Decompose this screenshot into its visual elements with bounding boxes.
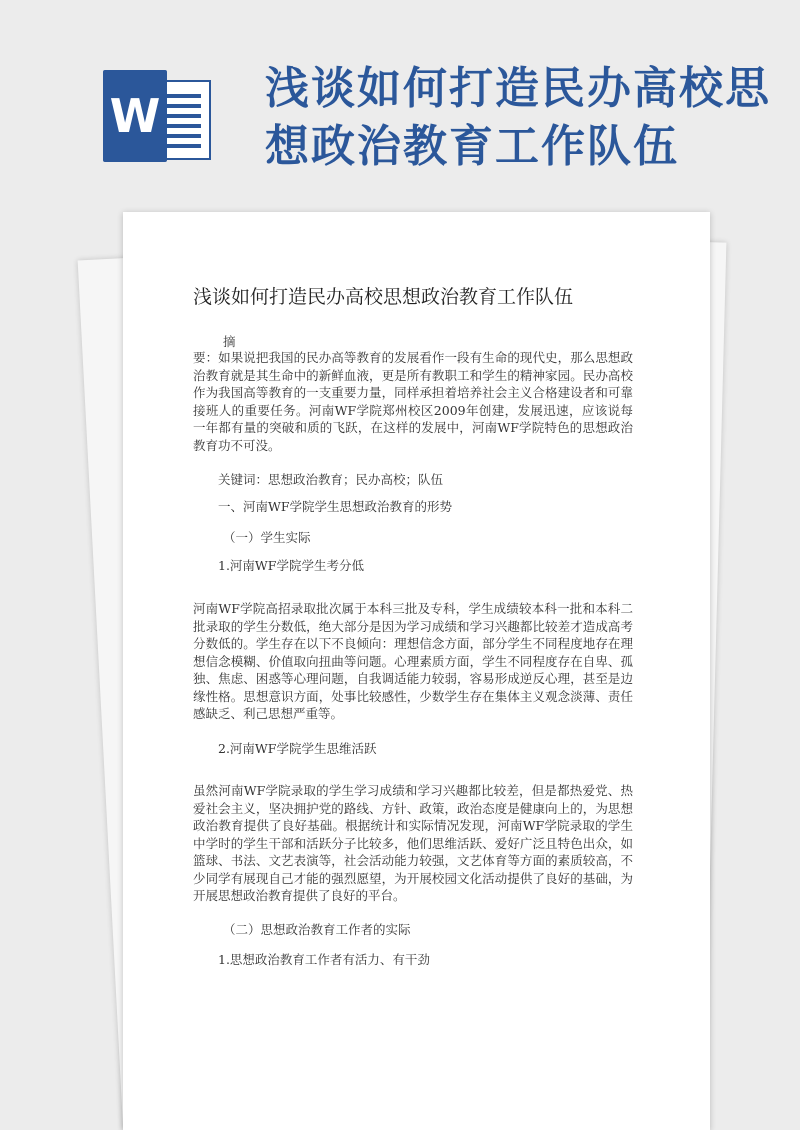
- item-heading-2: 2.河南WF学院学生思维活跃: [218, 741, 377, 756]
- document-page: [123, 212, 710, 1130]
- abstract-label: 摘: [223, 334, 236, 349]
- word-document-icon: [103, 70, 213, 162]
- banner: [0, 0, 800, 205]
- subsection-heading-2: （二）思想政治教育工作者的实际: [223, 922, 411, 937]
- section-heading-1: 一、河南WF学院学生思想政治教育的形势: [218, 499, 453, 514]
- item-heading-3: 1.思想政治教育工作者有活力、有干劲: [218, 952, 430, 967]
- word-letter-badge: W: [103, 70, 167, 162]
- keywords: 关键词：思想政治教育；民办高校；队伍: [218, 472, 444, 487]
- banner-title: 浅谈如何打造民办高校思想政治教育工作队伍: [265, 63, 771, 172]
- body-paragraph-1: 河南WF学院高招录取批次属于本科三批及专科，学生成绩较本科一批和本科二批录取的学生分数低，绝大部分是因为学习成绩和学习兴趣都比较差才造成高考分数低的。学生存在以下不良倾向：理想信念方面，部分学生不同程度地存在理想信念模糊、价值取向扭曲等问题。心理素质方面，学生不同程度存在自卑、孤独、焦虑、困惑等心理问题，自我调适能力较弱，容易形成逆反心理，甚至是边缘性格。思想意识方面，处事比较感性，少数学生存在集体主义观念淡薄、责任感缺乏、利己思想严重等。: [193, 601, 633, 721]
- abstract-paragraph: 要：如果说把我国的民办高等教育的发展看作一段有生命的现代史，那么思想政治教育就是其生命中的新鲜血液，更是所有教职工和学生的精神家园。民办高校作为我国高等教育的一支重要力量，同样承担着培养社会主义合格建设者和可靠接班人的重要任务。河南WF学院郑州校区2009年创建，发展迅速，应该说每一年都有量的突破和质的飞跃，在这样的发展中，河南WF学院特色的思想政治教育功不可没。: [193, 350, 633, 453]
- document-title: 浅谈如何打造民办高校思想政治教育工作队伍: [193, 286, 574, 308]
- item-heading-1: 1.河南WF学院学生考分低: [218, 558, 364, 573]
- body-paragraph-2: 虽然河南WF学院录取的学生学习成绩和学习兴趣都比较差，但是都热爱党、热爱社会主义，坚决拥护党的路线、方针、政策，政治态度是健康向上的，为思想政治教育提供了良好基础。根据统计和实际情况发现，河南WF学院录取的学生中学时的学生干部和活跃分子比较多，他们思维活跃、爱好广泛且特色出众，如篮球、书法、文艺表演等，社会活动能力较强，文艺体育等方面的素质较高，不少同学有展现自己才能的强烈愿望，为开展校园文化活动提供了良好的基础，为开展思想政治教育提供了良好的平台。: [193, 783, 633, 903]
- subsection-heading-1: （一）学生实际: [223, 530, 311, 545]
